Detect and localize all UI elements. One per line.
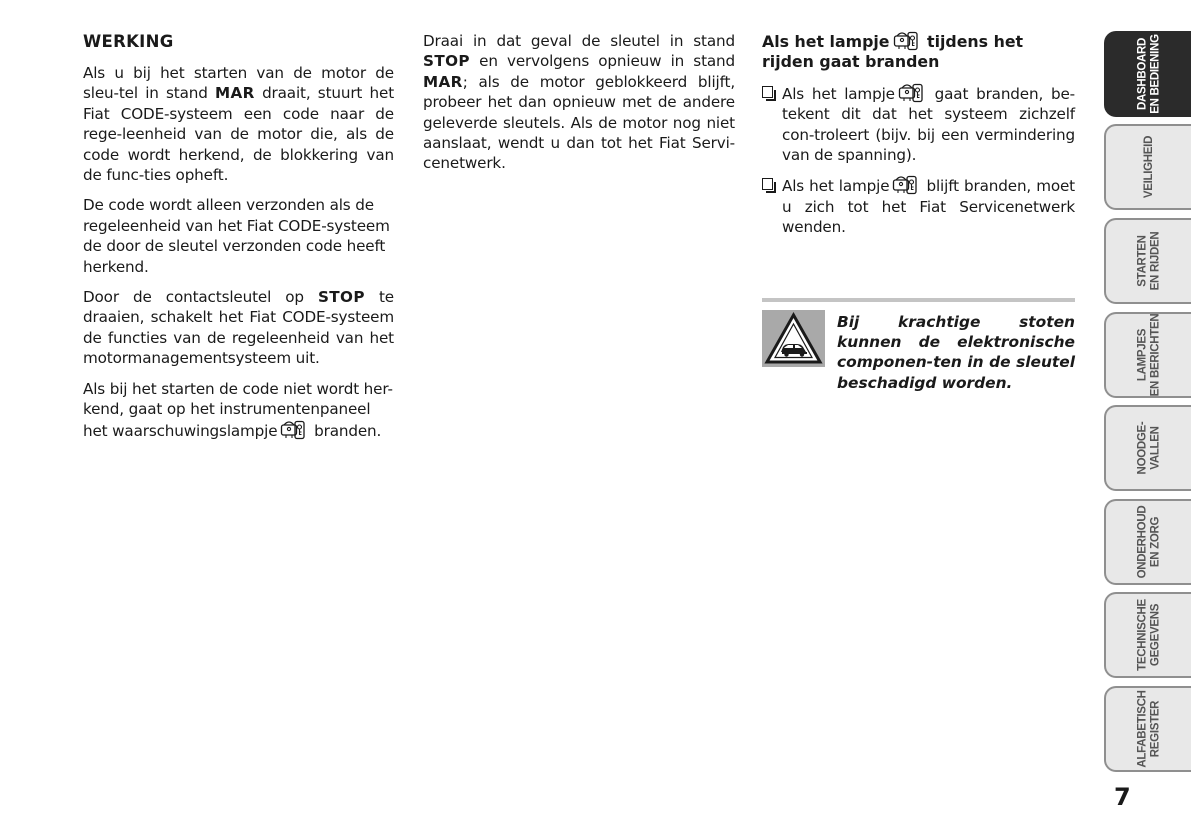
tab-veiligheid[interactable]: VEILIGHEID <box>1104 124 1191 210</box>
key-lock-warning-icon <box>893 31 919 51</box>
column-2 <box>423 31 735 184</box>
keyword-stop: STOP <box>317 288 365 307</box>
key-lock-warning-icon <box>898 83 924 103</box>
keyword-mar: MAR <box>423 72 463 91</box>
bullet-lamp-lights-up: Als het lampje gaat branden, be-tekent dit dat het systeem zichzelf con-troleert (bijv. bij een vermindering van de spanning). <box>762 83 1075 166</box>
tab-onderhoud-en-zorg[interactable]: ONDERHOUD EN ZORG <box>1104 499 1191 585</box>
paragraph-code-not-recognized: Als bij het starten de code niet wordt her-kend, gaat op het instrumentenpaneel het waarschuwingslampje branden. <box>83 379 393 440</box>
section-heading-werking: WERKING <box>83 32 174 51</box>
car-impact-warning-triangle-icon <box>762 310 825 367</box>
paragraph-retry-keys: Draai in dat geval de sleutel in stand STOP en vervolgens opnieuw in stand MAR; als de motor geblokkeerd blijft, probeer het dan opnieuw met de andere geleverde sleutels. Als de motor nog niet aanslaat, wendt u dan tot het Fiat Servi-cenetwerk. <box>423 32 735 173</box>
tab-lampjes-en-berichten[interactable]: LAMPJES EN BERICHTEN <box>1104 312 1191 398</box>
paragraph-code-sent: De code wordt alleen verzonden als de regeleenheid van het Fiat CODE-systeem de door de sleutel verzonden code heeft herkend. <box>83 196 390 276</box>
keyword-stop: STOP <box>423 52 470 71</box>
tab-alfabetisch-register[interactable]: ALFABETISCH REGISTER <box>1104 686 1191 772</box>
tab-technische-gegevens[interactable]: TECHNISCHE GEGEVENS <box>1104 592 1191 678</box>
key-lock-warning-icon <box>280 420 306 440</box>
key-lock-warning-icon <box>892 175 918 195</box>
warning-icon-box <box>762 310 825 367</box>
bullet-lamp-stays-on: Als het lampje blijft branden, moet u zich tot het Fiat Servicenetwerk wenden. <box>762 175 1075 237</box>
keyword-mar: MAR <box>215 84 255 103</box>
column-1 <box>83 31 394 451</box>
tab-noodgevallen[interactable]: NOODGE- VALLEN <box>1104 405 1191 491</box>
warning-text: Bij krachtige stoten kunnen de elektronische componen-ten in de sleutel beschadigd worden. <box>837 313 1075 392</box>
tab-starten-en-rijden[interactable]: STARTEN EN RIJDEN <box>1104 218 1191 304</box>
checkbox-bullet-icon <box>762 178 773 190</box>
column-3 <box>762 31 1075 248</box>
paragraph-start-code: Als u bij het starten van de motor de sleu-tel in stand MAR draait, stuurt het Fiat CODE-systeem een code naar de rege-leenheid van de motor die, als de code wordt herkend, de blokkering van de func-ties opheft. <box>83 64 394 185</box>
paragraph-stop-position: Door de contactsleutel op STOP te draaien, schakelt het Fiat CODE-systeem de functies van de regeleenheid van het motormanagementsysteem uit. <box>83 288 394 368</box>
section-heading-lamp-while-driving: Als het lampje tijdens het rijden gaat branden <box>762 32 1024 72</box>
page-number: 7 <box>1114 783 1131 811</box>
tab-dashboard-en-bediening[interactable]: DASHBOARD EN BEDIENING <box>1104 31 1191 117</box>
checkbox-bullet-icon <box>762 86 773 98</box>
warning-divider <box>762 298 1075 302</box>
